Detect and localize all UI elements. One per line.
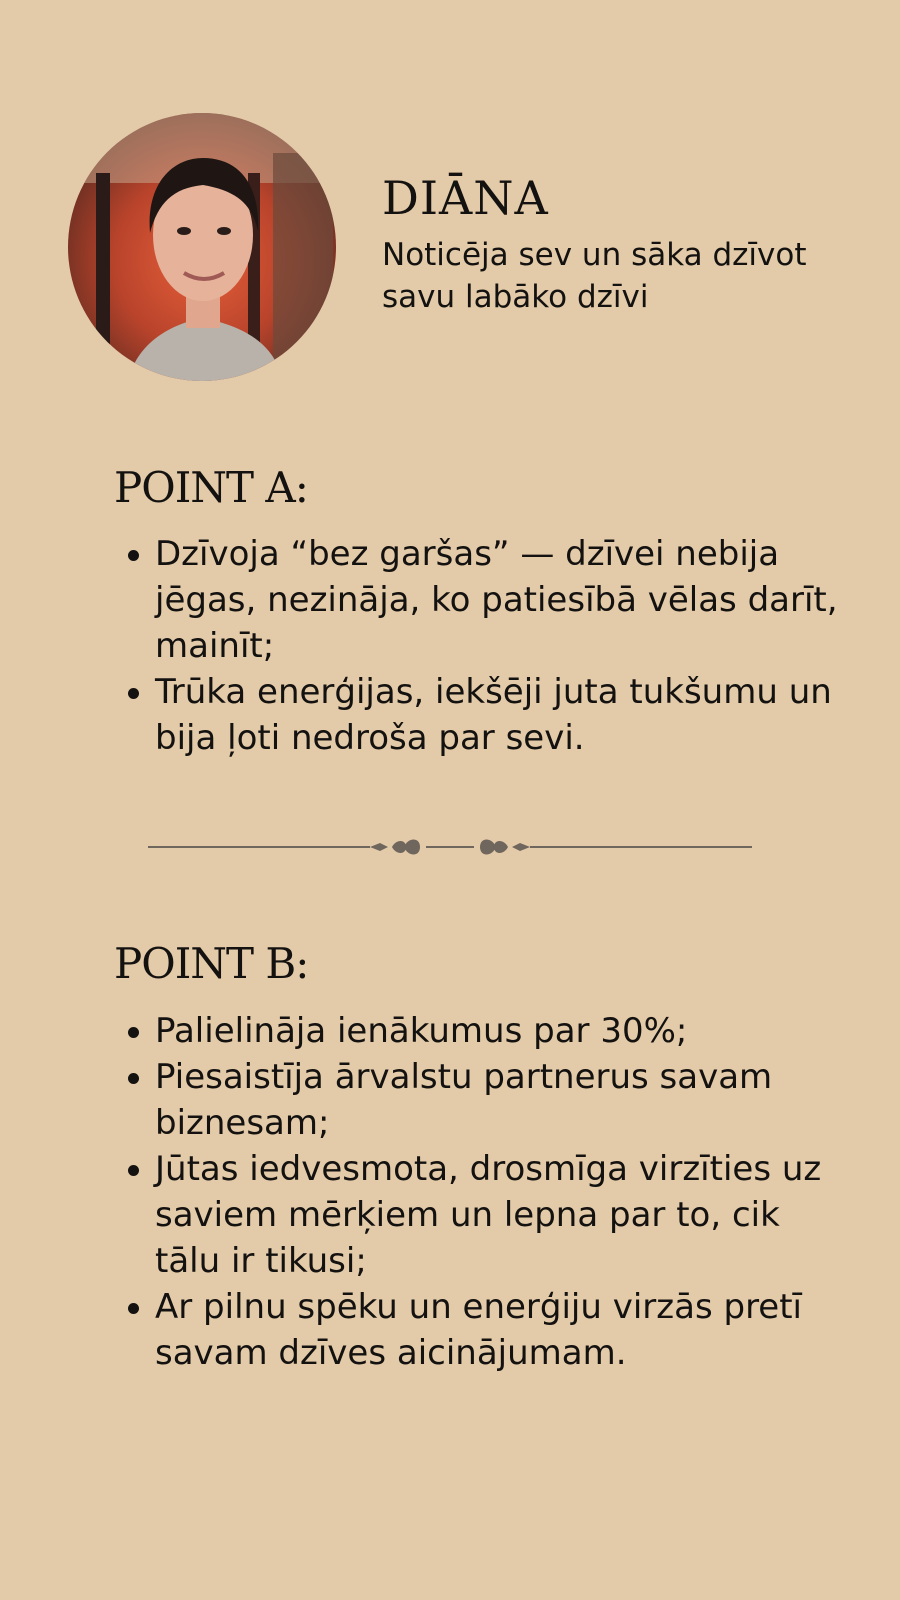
list-item: Dzīvoja “bez garšas” — dzīvei nebija jēgas, nezināja, ko patiesībā vēlas darīt, mainīt;	[155, 531, 855, 669]
point-b-title: POINT B:	[114, 939, 309, 988]
point-a-list	[0, 531, 855, 761]
list-item: Piesaistīja ārvalstu partnerus savam biznesam;	[155, 1054, 855, 1146]
avatar	[68, 113, 336, 381]
list-item: Ar pilnu spēku un enerģiju virzās pretī savam dzīves aicinājumam.	[155, 1284, 855, 1376]
list-item: Jūtas iedvesmota, drosmīga virzīties uz saviem mērķiem un lepna par to, cik tālu ir tikusi;	[155, 1146, 855, 1284]
list-item: Trūka enerģijas, iekšēji juta tukšumu un bija ļoti nedroša par sevi.	[155, 669, 855, 761]
point-b-list	[0, 1008, 855, 1376]
point-a-title: POINT A:	[114, 463, 308, 512]
list-item: Palielināja ienākumus par 30%;	[155, 1008, 855, 1054]
avatar-photo	[68, 113, 336, 381]
ornament-divider	[148, 832, 752, 862]
profile-tagline: Noticēja sev un sāka dzīvot savu labāko dzīvi	[382, 237, 807, 315]
profile-name: DIĀNA	[382, 171, 549, 225]
